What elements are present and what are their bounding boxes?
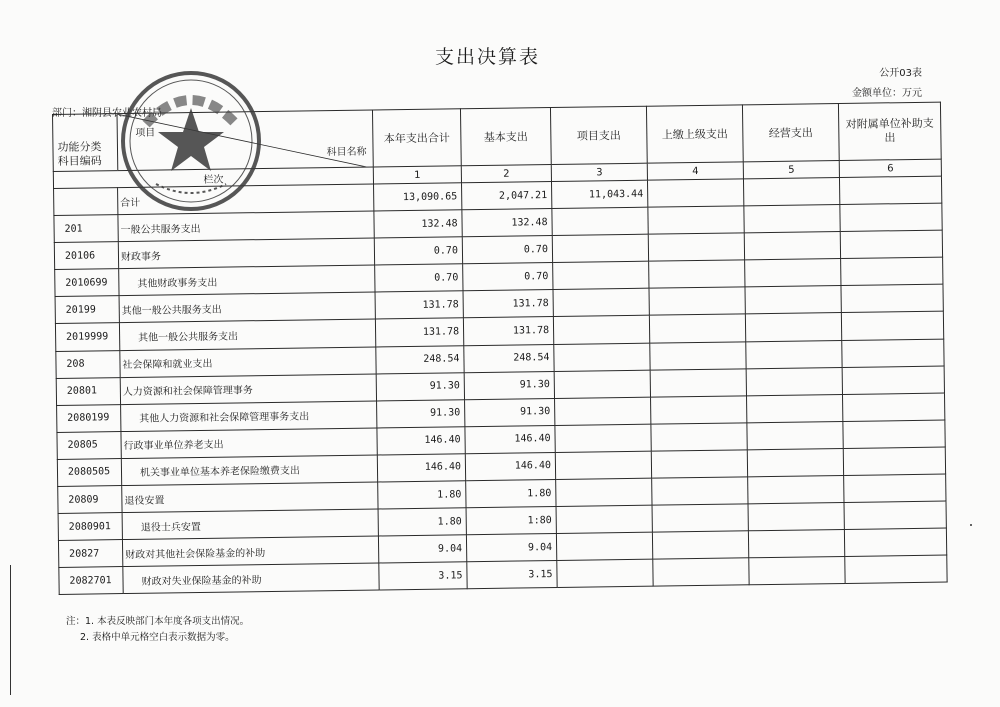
row-project: [555, 424, 651, 452]
row-project: [555, 451, 651, 479]
row-subsidy: [844, 528, 946, 557]
col-index-3: 3: [551, 163, 647, 181]
row-project: [556, 505, 652, 533]
col-header-subsidy: 对附属单位补助支出: [838, 102, 941, 160]
row-name: 退役安置: [122, 482, 378, 513]
row-total: 13,090.65: [374, 183, 462, 211]
row-project: [555, 397, 651, 425]
row-operating: [747, 421, 843, 449]
row-code: 20809: [58, 486, 122, 514]
row-total: 131.78: [375, 318, 463, 346]
row-subsidy: [841, 284, 943, 313]
row-name: 财政对其他社会保险基金的补助: [122, 536, 378, 567]
col-index-label: 栏次: [53, 167, 373, 188]
row-name: 人力资源和社会保障管理事务: [120, 374, 376, 405]
row-name: 退役士兵安置: [122, 509, 378, 540]
row-operating: [749, 557, 845, 585]
row-name: 合计: [118, 184, 374, 215]
department-label: 部门：湘阴县农业农村局: [52, 108, 162, 119]
row-project: [552, 207, 648, 235]
row-basic: 1:80: [466, 507, 556, 535]
row-remit: [650, 368, 746, 396]
page-title: 支出决算表: [434, 46, 540, 68]
row-basic: 1.80: [466, 480, 556, 508]
row-name: 财政事务: [118, 238, 374, 269]
row-project: [557, 559, 653, 587]
col-header-basic: 基本支出: [460, 108, 551, 166]
func-code-label: 功能分类 科目编码: [57, 140, 102, 168]
row-subsidy: [844, 501, 946, 530]
row-remit: [649, 287, 745, 315]
row-project: [556, 532, 652, 560]
row-name: 一般公共服务支出: [118, 211, 374, 242]
row-total: 91.30: [376, 372, 464, 400]
row-project: [552, 234, 648, 262]
row-remit: [649, 260, 745, 288]
row-basic: 0.70: [463, 263, 553, 291]
row-project: [553, 261, 649, 289]
row-code: 2019999: [55, 323, 119, 351]
row-subsidy: [841, 257, 943, 286]
row-code: 208: [56, 350, 120, 378]
row-code: 20106: [54, 242, 118, 270]
footnote-1: 注：1. 本表反映部门本年度各项支出情况。: [66, 616, 250, 627]
col-index-2: 2: [461, 165, 551, 183]
row-code: 20805: [57, 431, 121, 459]
row-name: 其他财政事务支出: [119, 265, 375, 296]
amount-unit: 金额单位：万元: [852, 88, 922, 99]
row-subsidy: [844, 474, 946, 503]
row-remit: [651, 396, 747, 424]
row-remit: [651, 423, 747, 451]
row-total: 91.30: [377, 400, 465, 428]
scan-speck: [970, 524, 972, 526]
item-label: 项目: [135, 127, 156, 139]
row-remit: [647, 179, 743, 207]
row-code: 20801: [56, 377, 120, 405]
row-name: 其他一般公共服务支出: [119, 292, 375, 323]
row-total: 1.80: [378, 481, 466, 509]
row-subsidy: [843, 420, 945, 449]
col-header-operating: 经营支出: [742, 104, 839, 162]
row-total: 3.15: [379, 562, 467, 590]
row-operating: [745, 286, 841, 314]
row-code: 2010699: [55, 269, 119, 297]
row-subsidy: [840, 230, 942, 259]
row-code: 2080199: [57, 404, 121, 432]
row-total: 0.70: [374, 237, 462, 265]
row-code: 201: [54, 215, 118, 243]
row-remit: [649, 314, 745, 342]
col-header-remit: 上缴上级支出: [646, 105, 743, 163]
row-remit: [651, 450, 747, 478]
form-number: 公开03表: [879, 68, 922, 79]
row-operating: [747, 448, 843, 476]
row-code: 20199: [55, 296, 119, 324]
row-remit: [652, 504, 748, 532]
col-header-total: 本年支出合计: [372, 109, 461, 167]
row-remit: [652, 531, 748, 559]
row-remit: [648, 206, 744, 234]
row-subsidy: [841, 312, 943, 341]
subject-name-label: 科目名称: [326, 146, 367, 159]
row-name: 其他人力资源和社会保障管理事务支出: [121, 401, 377, 432]
row-code: [54, 188, 118, 216]
row-name: 行政事业单位养老支出: [121, 428, 377, 459]
row-subsidy: [845, 555, 947, 584]
row-basic: 3.15: [467, 561, 557, 589]
row-basic: 146.40: [465, 425, 555, 453]
row-subsidy: [843, 447, 945, 476]
col-index-6: 6: [839, 159, 941, 177]
table-body: [54, 176, 948, 595]
row-basic: 0.70: [462, 236, 552, 264]
row-remit: [653, 558, 749, 586]
col-index-1: 1: [373, 166, 461, 184]
row-operating: [745, 313, 841, 341]
row-basic: 146.40: [465, 452, 555, 480]
row-subsidy: [842, 393, 944, 422]
row-operating: [745, 259, 841, 287]
row-operating: [744, 205, 840, 233]
row-basic: 91.30: [465, 398, 555, 426]
row-total: 1.80: [378, 508, 466, 536]
row-basic: 131.78: [463, 290, 553, 318]
row-basic: 9.04: [466, 534, 556, 562]
row-total: 146.40: [377, 427, 465, 455]
row-basic: 132.48: [462, 209, 552, 237]
row-operating: [743, 178, 839, 206]
row-name: 社会保障和就业支出: [120, 347, 376, 378]
row-total: 0.70: [375, 264, 463, 292]
row-project: [553, 289, 649, 317]
row-basic: 248.54: [464, 344, 554, 372]
row-operating: [748, 476, 844, 504]
row-basic: 131.78: [463, 317, 553, 345]
row-project: [554, 370, 650, 398]
row-subsidy: [842, 339, 944, 368]
official-seal: [116, 66, 266, 216]
col-index-4: 4: [647, 162, 743, 180]
row-operating: [746, 340, 842, 368]
row-code: 2082701: [59, 567, 123, 595]
row-code: 2080901: [58, 513, 122, 541]
row-operating: [746, 394, 842, 422]
row-project: [553, 316, 649, 344]
row-remit: [648, 233, 744, 261]
row-project: [556, 478, 652, 506]
row-subsidy: [840, 203, 942, 232]
row-total: 146.40: [377, 454, 465, 482]
row-total: 9.04: [378, 535, 466, 563]
row-operating: [748, 503, 844, 531]
row-total: 131.78: [375, 291, 463, 319]
footnotes: [66, 614, 249, 646]
margin-line: [10, 565, 11, 695]
row-operating: [744, 232, 840, 260]
row-operating: [748, 530, 844, 558]
row-total: 248.54: [376, 345, 464, 373]
row-total: 132.48: [374, 210, 462, 238]
row-code: 20827: [58, 540, 122, 568]
row-subsidy: [842, 366, 944, 395]
footnote-2: 2. 表格中单元格空白表示数据为零。: [80, 632, 235, 643]
row-name: 机关事业单位基本养老保险缴费支出: [121, 455, 377, 486]
row-subsidy: [839, 176, 941, 205]
row-operating: [746, 367, 842, 395]
col-index-5: 5: [743, 161, 839, 179]
col-header-project: 项目支出: [550, 106, 647, 164]
row-remit: [652, 477, 748, 505]
row-project: 11,043.44: [551, 180, 647, 208]
row-remit: [650, 341, 746, 369]
row-name: 其他一般公共服务支出: [119, 319, 375, 350]
row-project: [554, 343, 650, 371]
row-name: 财政对失业保险基金的补助: [123, 563, 379, 594]
row-basic: 91.30: [464, 371, 554, 399]
row-basic: 2,047.21: [462, 182, 552, 210]
row-code: 2080505: [57, 459, 121, 487]
